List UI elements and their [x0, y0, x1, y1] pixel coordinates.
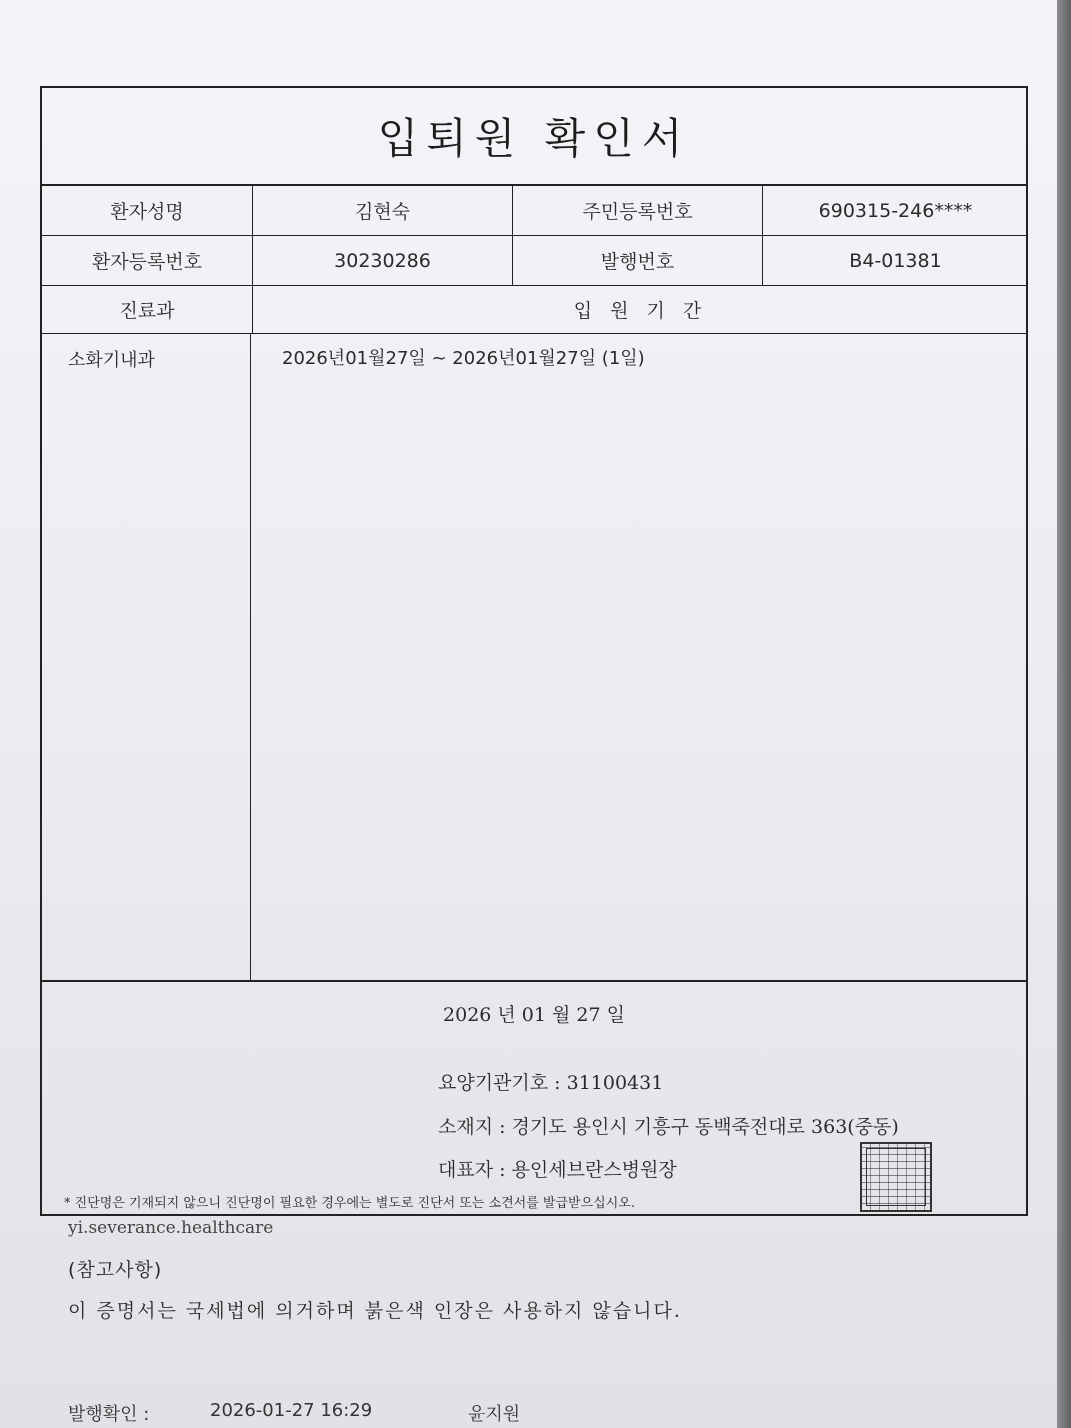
hospital-address: 소재지 : 경기도 용인시 기흥구 동백죽전대로 363(중동) — [438, 1116, 899, 1138]
admission-discharge-form — [40, 86, 1028, 1216]
reference-body: 이 증명서는 국세법에 의거하며 붉은색 인장은 사용하지 않습니다. — [68, 1300, 682, 1322]
official-seal-icon — [860, 1142, 932, 1212]
confirm-datetime: 2026-01-27 16:29 — [210, 1400, 373, 1421]
period-value: 2026년01월27일 ~ 2026년01월27일 (1일) — [282, 348, 645, 369]
header-row — [42, 286, 1026, 334]
patient-row — [42, 186, 1026, 236]
column-divider — [250, 334, 251, 980]
patient-name-value: 김현숙 — [252, 186, 512, 235]
registration-row — [42, 236, 1026, 286]
reference-title: (참고사항) — [68, 1259, 163, 1281]
background-edge — [1057, 0, 1071, 1428]
issue-no-label: 발행번호 — [512, 236, 762, 285]
confirm-name: 윤지원 — [468, 1404, 521, 1425]
record-body — [42, 334, 1026, 982]
hospital-representative: 대표자 : 용인세브란스병원장 — [438, 1159, 677, 1181]
institution-code: 요양기관기호 : 31100431 — [438, 1072, 664, 1094]
patient-name-label: 환자성명 — [110, 201, 184, 223]
patient-reg-label: 환자등록번호 — [91, 251, 203, 273]
hospital-url: yi.severance.healthcare — [68, 1218, 274, 1238]
issue-date: 2026 년 01 월 27 일 — [443, 1004, 625, 1026]
issue-no-value: B4-01381 — [762, 236, 1028, 285]
resident-no-label: 주민등록번호 — [512, 186, 762, 235]
confirm-label: 발행확인 : — [68, 1404, 150, 1425]
patient-reg-value: 30230286 — [252, 236, 512, 285]
document-title: 입퇴원 확인서 — [42, 88, 1026, 186]
dept-label: 진료과 — [119, 300, 175, 322]
dept-value: 소화기내과 — [68, 350, 155, 371]
resident-no-value: 690315-246**** — [762, 186, 1028, 235]
period-label: 입 원 기 간 — [252, 286, 1028, 333]
diagnosis-notice: * 진단명은 기재되지 않으니 진단명이 필요한 경우에는 별도로 진단서 또는 소견서를 발급받으십시오. — [64, 1196, 635, 1211]
